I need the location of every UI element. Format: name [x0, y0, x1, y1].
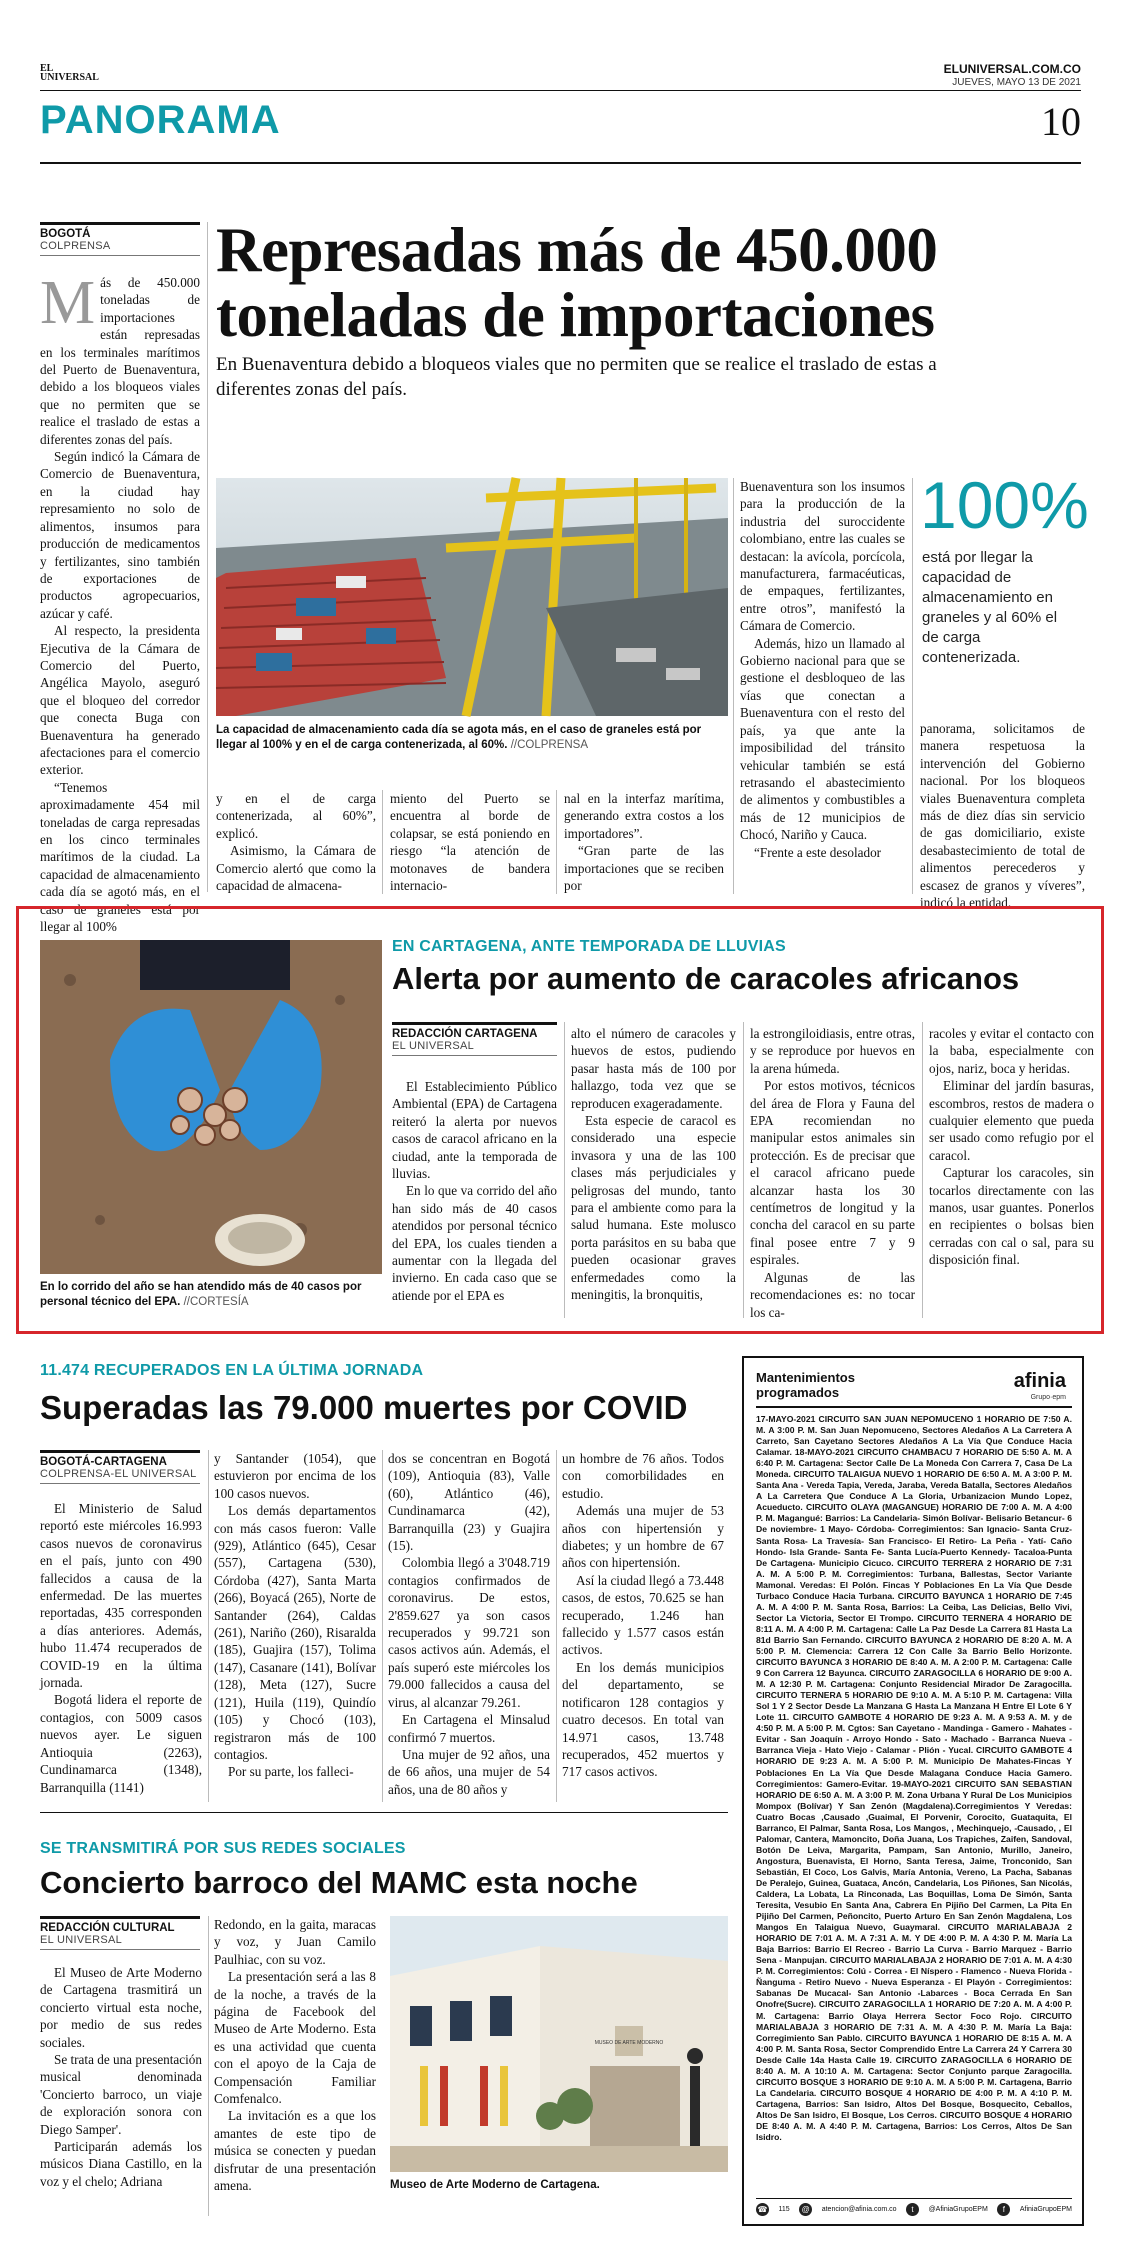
- story3-col2-p2: Los demás departamentos con más casos fueron: Valle (929), Atlántico (645), Cesar (557), Cartagena (530), Córdoba (427), Santa Marta (266), Boyacá (265), Norte de Santander (264), Caldas (261), Nariño (260), Risaralda (185), Guajira (157), Tolima (147), Casanare (141), Bolívar (128), Meta (127), Sucre (121), Huila (119), Quindío (105) y Chocó (103), registraron más de 100 contagios.: [214, 1503, 376, 1762]
- story1-col4-p1: nal en la interfaz marítima, generando extra costos a los importadores”.: [564, 791, 724, 841]
- story3-col3-p2: Colombia llegó a 3'048.719 contagios confirmados de coronavirus. De estos, 2'859.627 ya son casos recuperados y 99.721 son casos activos aún. Además, el país superó este miércoles los 79.000 fallecidos a causa del virus, al alcanzar 79.261.: [388, 1555, 550, 1710]
- story1-col6-p1: panorama, solicitamos de manera respetuosa la intervención del Gobierno nacional. Por los bloqueos viales Buenaventura completa más de diez días sin servicio de gas domiciliario, existe desabastecimiento de total de alimentos perecederos y escasez de granos y víveres”, indicó la entidad.: [920, 721, 1085, 911]
- story2-caption: [40, 1280, 380, 1310]
- story1-col5-p3: “Frente a este desolador: [754, 844, 882, 860]
- issue-date: JUEVES, MAYO 13 DE 2021: [952, 77, 1081, 88]
- story2-col3-p2: Por estos motivos, técnicos del área de Flora y Fauna del EPA recomiendan no manipular estos animales sin protección. Es de precisar que el caracol africano puede alcanzar hasta los 30 centímetros de longitud y la concha del caracol en su parte final posee entre 7 y 9 espirales.: [750, 1078, 915, 1268]
- story4-column-1: [40, 1964, 202, 2214]
- story2-column-3: [750, 1025, 915, 1320]
- story4-col2-p3: La invitación es a que los amantes de este tipo de música se conecten y puedan disfrutar de una presentación amena.: [214, 2108, 376, 2194]
- story3-column-4: [562, 1450, 724, 1802]
- story4-byline-name: REDACCIÓN CULTURAL: [40, 1916, 200, 1934]
- story3-headline: Superadas las 79.000 muertes por COVID: [40, 1389, 688, 1426]
- ad-footer-email: atencion@afinia.com.co: [821, 2206, 897, 2213]
- story2-caption-text: En lo corrido del año se han atendido más de 40 casos por personal técnico del EPA.: [40, 1281, 362, 1308]
- story1-caption-credit: //COLPRENSA: [510, 739, 589, 751]
- story1-byline: [40, 222, 200, 256]
- story2-kicker: EN CARTAGENA, ANTE TEMPORADA DE LLUVIAS: [392, 938, 786, 955]
- story2-headline: Alerta por aumento de caracoles africanos: [392, 961, 1020, 996]
- story2-byline-name: REDACCIÓN CARTAGENA: [392, 1022, 557, 1040]
- story3-col4-p4: En los demás municipios del departamento, se notificaron 128 contagios y cuatro decesos. En total van 14.971 casos, 13.748 recuperados, 452 muertos y 717 casos activos.: [562, 1659, 724, 1780]
- story1-col5-p1: Buenaventura son los insumos para la producción de la industria del suroccidente colombiano, entre las cuales se destacan: la avícola, porcícola, manufacturera, farmacéuticas, de empaques, fertilizantes, entre otros”, manifestó la Cámara de Comercio.: [740, 479, 905, 634]
- story1-dropcap: M: [40, 269, 96, 337]
- twitter-icon: t: [906, 2203, 919, 2216]
- story2-snail-photo: [40, 940, 382, 1274]
- story1-caption-text: La capacidad de almacenamiento cada día se agota más, en el caso de graneles está por llegar al 100% y en el de carga contenerizada, al 60%.: [216, 724, 702, 751]
- story4-col1-p2: Se trata de una presentación musical denominada 'Concierto barroco, un viaje de exploración sonora con Diego Samper'.: [40, 2052, 202, 2137]
- story1-port-photo: [216, 478, 728, 716]
- story4-kicker: SE TRANSMITIRÁ POR SUS REDES SOCIALES: [40, 1840, 406, 1857]
- story2-col1-p1: El Establecimiento Público Ambiental (EPA) de Cartagena reiteró la alerta por nuevos casos de caracol africano en la ciudad, ante la temporada de lluvias.: [392, 1079, 557, 1182]
- story1-col1-p3: Al respecto, la presidenta Ejecutiva de la Cámara de Comercio del Puerto, Angélica Mayolo, aseguró que el bloqueo del corredor que conecta Buga con Buenaventura ha generado afectaciones para el comercio exterior.: [40, 623, 200, 778]
- ad-footer-phone: 115: [778, 2206, 790, 2213]
- port-photo-graphic: [216, 478, 728, 716]
- story1-dateline: BOGOTÁ: [40, 222, 200, 240]
- story2-column-2: [571, 1025, 736, 1320]
- story3-col3-p4: Una mujer de 92 años, una de 66 años, una mujer de 54 años, una de 80 años y: [388, 1746, 550, 1797]
- facebook-icon: f: [997, 2203, 1010, 2216]
- logo-line-2: UNIVERSAL: [40, 72, 99, 83]
- story4-col2-p1: Redondo, en la gaita, maracas y voz, y Juan Camilo Paulhiac, con su voz.: [214, 1917, 376, 1967]
- story2-column-1: [392, 1078, 557, 1318]
- logo-line-1: EL: [40, 63, 54, 74]
- story1-column-4: [564, 790, 724, 894]
- snail-photo-graphic: [40, 940, 382, 1274]
- story4-headline: Concierto barroco del MAMC esta noche: [40, 1865, 638, 1900]
- story3-source: COLPRENSA-EL UNIVERSAL: [40, 1468, 200, 1484]
- story3-byline: [40, 1450, 200, 1484]
- story2-col4-p2: Eliminar del jardín basuras, escombros, restos de madera o cualquier elemento que pueda ser usado como refugio por el caracol.: [929, 1078, 1094, 1163]
- story2-col4-p3: Capturar los caracoles, sin tocarlos directamente con las manos, usar guantes. Ponerlos en recipientes o bolsas bien cerradas con cal o sal, para su disposición final.: [929, 1165, 1094, 1268]
- ad-footer: [756, 2198, 1072, 2216]
- story4-col1-p3: Participarán además los músicos Diana Castillo, en la voz y el chelo; Adriana: [40, 2139, 202, 2189]
- story1-column-5: [740, 478, 905, 894]
- story4-museum-photo: [390, 1916, 728, 2172]
- story2-col1-p2: En lo que va corrido del año han sido más de 40 casos atendidos por personal técnico del EPA, los cuales tienden a aumentar con la llegada del invierno. En cada caso que se atiende por el EPA es: [392, 1183, 557, 1303]
- museum-sign: MUSEO DE ARTE MODERNO: [594, 2040, 664, 2046]
- story1-col1-p1: ás de 450.000 toneladas de importaciones están represadas en los terminales marítimos del Puerto de Buenaventura, debido a los bloqueos viales que no permiten que se realice el traslado de estas a diferentes zonas del país.: [40, 275, 200, 447]
- story1-col2-p2: Asimismo, la Cámara de Comercio alertó que como la capacidad de almacena-: [216, 843, 376, 894]
- ad-footer-facebook: AfiniaGrupoEPM: [1019, 2206, 1072, 2213]
- ad-brand-logo: afinia: [1013, 1370, 1066, 1392]
- story1-stat-text: está por llegar la capacidad de almacenamiento en graneles y al 60% el de carga contenerizada.: [922, 549, 1058, 666]
- story1-column-6: [920, 720, 1085, 911]
- story3-col1-p2: Bogotá lidera el reporte de contagios, con 5009 casos nuevos ayer. Le siguen Antioquia (2263), Cundinamarca (1348), Barranquilla (1141): [40, 1692, 202, 1795]
- story3-col3-p1: dos se concentran en Bogotá (109), Antioquia (83), Valle (60), Atlántico (46), Cundinamarca (42), Barranquilla (23) y Guajira (15).: [388, 1451, 550, 1554]
- story1-agency: COLPRENSA: [40, 240, 200, 256]
- story1-headline: Represadas más de 450.000 toneladas de importaciones: [216, 215, 938, 350]
- phone-icon: ☎: [757, 2205, 768, 2214]
- ad-header: [756, 1370, 1072, 1408]
- story1-col4-p2: “Gran parte de las importaciones que se reciben por: [564, 843, 724, 894]
- afinia-ad: [742, 1356, 1084, 2226]
- story3-column-3: [388, 1450, 550, 1802]
- story2-col2-p2: Esta especie de caracol es considerado una especie invasora y una de las 100 clases más perjudiciales y peligrosas del mundo, tanto para el ambiente como para la salud humana. Este molusco porta parásitos en su baba que pueden ocasionar graves enfermedades como la meningitis, la bronquitis,: [571, 1113, 736, 1303]
- story1-col5-p2: Además, hizo un llamado al Gobierno nacional para que se gestione el desbloqueo de las vías que conectan a Buenaventura con el resto del país, ya que ante la imposibilidad del tránsito vehicular también se está retrasando el abastecimiento de alimentos y combustibles a más de 12 municipios de Chocó, Nariño y Cauca.: [740, 635, 905, 843]
- masthead-logo: [40, 64, 99, 82]
- ad-title-line1: Mantenimientos: [756, 1370, 855, 1385]
- story4-column-2: [214, 1916, 376, 2216]
- story3-kicker: 11.474 RECUPERADOS EN LA ÚLTIMA JORNADA: [40, 1362, 424, 1379]
- ad-notice-body: 17-MAYO-2021 CIRCUITO SAN JUAN NEPOMUCENO 1 HORARIO DE 7:50 A. M. A 3:00 P. M. San Juan Nepomuceno, Sectores Aledaños A La Carretera A Carreto, San Cayetano Sectores Aledaños A La Vía Que Conduce Hacia Calamar. 18-MAYO-2021 CIRCUITO CHAMBACU 7 HORARIO DE 5:50 A. M. A 6:40 P. M. Cartagena: Sector Calle De La Moneda Con Carrera 7, Casa De La Moneda. CIRCUITO TALAIGUA NUEVO 1 HORARIO DE 6:50 A. M. A 3:00 P. M. Santa Ana - Vereda Tapia, Vereda, Jaraba, Vereda Batalla, Sectores Aledaños A La Carretera Que Conduce A La Gloria, Urbanizacion Mundo Lopez, Acueducto. CIRCUITO OLAYA (MAGANGUE) HORARIO DE 7:00 A. M. A 4:00 P. M. Magangué: Barrios: La Candelaria- Simón Bolívar- Belisario Betancur- 6 De noviembre- 1 Mayo- Córdoba- Corregimientos: San Ignacio- Santa Cruz- Santa Rosa- La Travesía- San Francisco- El Retiro- La Peña - Yatí- Caño Hondo- Isla Grande- Santa Fe- Santa Lucía-Puerto Kennedy- Tacaloa-Punta De Cartagena- Municipio Cicuco. CIRCUITO TERRERA 2 HORARIO DE 7:31 A. M. A 5:00 P. M. Corregimientos: Turbana, Ballestas, Sector Variante Mamonal. Veredas: El Polón. Fincas Y Poblaciones En La Vía Que Desde Turbaco Conduce Hacia Turbana. CIRCUITO BAYUNCA 1 HORARIO DE 7:45 A. M. A 4:00 P. M. Santa Rosa, Barrios: La Ceiba, Las Delicias, Bello Vivi, Sector La Victoria, Sector El Trompo. CIRCUITO TERNERA 4 HORARIO DE 8:11 A. M. A 4:00 P. M. Cartagena: Calle La Paz Desde La Carrera 81 Hasta La 81d Barrio San Fernando. CIRCUITO BAYUNCA 2 HORARIO DE 8:20 A. M. A 5:00 P. M. Clemencia: Carrera 12 Con Calle 3a Barrio Bello Horizonte. CIRCUITO BAYUNCA 3 HORARIO DE 8:40 A. M. A 2:00 P. M. Cartagena: Calle 9 Con Carrera 12 Bayunca. CIRCUITO ZARAGOCILLA 6 HORARIO DE 9:00 A. M. A 12:30 P. M. Cartagena: Conjunto Residencial Mirador De Zaragocilla. CIRCUITO TERNERA 5 HORARIO DE 9:10 A. M. A 5:10 P. M. Cartagena: Villa Sol 1 Y 2 Sector Desde La Manzana G Hasta La Manzana H Entre El Lote 6 Y Lote 11. CIRCUITO GAMBOTE 4 HORARIO DE 9:23 A. M. A 9:53 A. M. y de 4:50 P. M. A 5:00 P. M. Cgtos: San Cayetano - Mandinga - Gamero - Mahates - Evitar - San Joaquín - Arroyo Hondo - Sato - Machado - Barranca Nueva - Barranca Vieja - Hato Viejo - Calamar - Plión - Yucal. CIRCUITO GAMBOTE 4 HORARIO DE 9:23 A. M. A 5:00 P. M. Municipio De Mahates-Fincas Y Poblaciones En La Vía Que Desde Malagana Conduce Hacia Gamero. Corregimientos: Gamero-Evitar. 19-MAYO-2021 CIRCUITO SAN SEBASTIAN HORARIO DE 6:50 A. M. A 3:00 P. M. Zona Urbana Y Rural De Los Municipios Mompox (Bolívar) Y San Zenón (Magdalena).Corregimientos Y Veredas: Cuatro Bocas ,Causado ,Guaimal, El Porvenir, Corocito, Guataquita, El Barranco, El Palmar, Santa Rosa, Los Mangos, , Mechinquejo, -Causado, , El Palomar, Cantera, Mamoncito, Doña Juana, Los Trapiches, Zaifen, Sandoval, Botón De Leiva, Margarita, Pampam, San Antonio, Murillo, Janeiro, Angostura, Buenavista, El Horno, Santa Teresa, Jaime, Tronconido, San Sebastián, El Coco, Los Galvis, María Antonia, Vereno, La Pacha, Sabanas De Peralejo, Guinea, Guataca, Ancón, Candelaria, Los Piñones, San Nicolás, Caldera, La Lobata, La Rinconada, Las Boquillas, Loma De Simón, Santa Teresita, Vesubio En Santa Ana, Cabrera En Pijiño Del Carmen, La Pita En Pijiño Del Carmen, Peñoncito, Puerto Arturo En San Zenón Magdalena, Los Mangos En Talaigua Nuevo, Guaymaral. CIRCUITO MARIALABAJA 2 HORARIO DE 7:01 A. M. A 7:31 A. M. Y DE 4:00 P. M. A 4:30 P. M. María La Baja Barrios: Barrio El Recreo - Barrio La Curva - Barrio Marquez - Barrio Sena - Manpujan. CIRCUITO MARIALABAJA 2 HORARIO DE 7:01 A. M. A 4:30 P. M. Corregimientos: Colú - Correa - El Níspero - Flamenco - Nueva Florida - Ñanguma - Retiro Nuevo - Nueva Esperanza - El Playón - Corregimientos: Sabanas De Mucacal- San Antonio -Labarces - Boca Cerrada En San Onofre(Sucre). CIRCUITO ZARAGOCILLA 1 HORARIO DE 7:20 A. M. A 4:00 P. M. Cartagena: Barrio Olaya Herrera Sector Foco Rojo. CIRCUITO MARIALABAJA 3 HORARIO DE 7:31 A. M. A 4:30 P. M. María La Baja: Corregimiento San Pablo. CIRCUITO BAYUNCA 1 HORARIO DE 8:15 A. M. A 4:00 P. M. Santa Rosa, Sector Comprendido Entre La Carrera 24 Y Carrera 30 Desde Calle 14a Hasta Calle 19. CIRCUITO ZARAGOCILLA 6 HORARIO DE 8:40 A. M. A 10:10 A. M. Cartagena: Sector Conjunto parque Zaragocilla. CIRCUITO BOSQUE 3 HORARIO DE 9:10 A. M. A 5:00 P. M. Cartagena, Barrio La Candelaria. CIRCUITO BOSQUE 4 HORARIO DE 4:00 P. M. A 4:10 P. M. Cartagena, Barrios: San Isidro, Altos Del Bosque, Bosquecito, Ceballos, Altos De San Isidro, El Bosque, Los Cerros. CIRCUITO BOSQUE 4 HORARIO DE 8:40 A. M. A 4:40 P. M. Cartagena, Barrios: Los Cerros, Altos De San Isidro.: [756, 1414, 1072, 2143]
- page-number: 10: [1041, 99, 1081, 144]
- section-title: PANORAMA: [40, 98, 281, 142]
- story3-byline-name: BOGOTÁ-CARTAGENA: [40, 1450, 200, 1468]
- story1-column-3: [390, 790, 550, 894]
- story1-stat-value: 100%: [920, 468, 1089, 542]
- story2-column-4: [929, 1025, 1094, 1320]
- story4-col2-p2: La presentación será a las 8 de la noche, a través de la página de Facebook del Museo de Arte Moderno. Esta es una actividad que cuenta con el apoyo de la Caja de Compensación Familiar Comfenalco.: [214, 1969, 376, 2107]
- story1-col2-p1: y en el de carga contenerizada, al 60%”, explicó.: [216, 791, 376, 841]
- ad-title-line2: programados: [756, 1385, 840, 1400]
- story3-col3-p3: En Cartagena el Minsalud confirmó 7 muertos.: [388, 1712, 550, 1745]
- story3-col2-p1: y Santander (1054), que estuvieron por encima de los 100 casos nuevos.: [214, 1451, 376, 1501]
- story4-col1-p1: El Museo de Arte Moderno de Cartagena trasmitirá un concierto virtual esta noche, por medio de sus redes sociales.: [40, 1965, 202, 2050]
- story4-byline: [40, 1916, 200, 1950]
- story3-col2-p3: Por su parte, los falleci-: [228, 1764, 354, 1780]
- story4-caption: Museo de Arte Moderno de Cartagena.: [390, 2179, 600, 2191]
- story1-col1-p2: Según indicó la Cámara de Comercio de Buenaventura, en la ciudad hay represamiento no solo de alimentos, insumos para producción de medicamentos y fertilizantes, sino también de exportaciones de productos agropecuarios, azúcar y café.: [40, 449, 200, 621]
- story1-column-1: [40, 269, 200, 935]
- ad-footer-twitter: @AfiniaGrupoEPM: [928, 2206, 988, 2213]
- story2-col3-p3: Algunas de las recomendaciones es: no tocar los ca-: [750, 1269, 915, 1320]
- story1-col3-p1: miento del Puerto se encuentra al borde de colapsar, se está poniendo en riesgo “la atención de motonaves de bandera internacio-: [390, 791, 550, 894]
- site-url: ELUNIVERSAL.COM.CO: [943, 62, 1081, 76]
- story2-col3-p1: la estrongiloidiasis, entre otras, y se reproduce por huevos en la arena húmeda.: [750, 1026, 915, 1076]
- email-icon: @: [799, 2203, 812, 2216]
- story2-source: EL UNIVERSAL: [392, 1040, 557, 1056]
- story3-col4-p2: Además una mujer de 53 años con hipertensión y diabetes; y un hombre de 67 años con hipertensión.: [562, 1503, 724, 1571]
- story2-caption-credit: //CORTESÍA: [183, 1296, 249, 1308]
- story2-byline: [392, 1022, 557, 1056]
- story3-col4-p3: Así la ciudad llegó a 73.448 casos, de estos, 70.625 se han recuperado, 1.246 han fallecido y 1.577 casos están activos.: [562, 1572, 724, 1658]
- story1-deck: En Buenaventura debido a bloqueos viales que no permiten que se realice el traslado de estas a diferentes zonas del país.: [216, 354, 937, 400]
- story4-source: EL UNIVERSAL: [40, 1934, 200, 1950]
- museum-photo-graphic: [390, 1916, 728, 2172]
- story2-col4-p1: racoles y evitar el contacto con la baba, especialmente con ojos, nariz, boca y heridas.: [929, 1026, 1094, 1076]
- story1-col1-p4: “Tenemos aproximadamente 454 mil toneladas de carga represadas en los cinco terminales marítimos de la ciudad. La capacidad de almacenamiento cada día se agotó más, en el caso de graneles está por llegar al 100%: [40, 779, 200, 935]
- story1-column-2: [216, 790, 376, 894]
- story3-column-2: [214, 1450, 376, 1802]
- story3-col1-p1: El Ministerio de Salud reportó este miércoles 16.993 casos nuevos de coronavirus en el país, junto con 490 fallecidos a causa de la enfermedad. De las muertes reportadas, 435 corresponden a días anteriores. Además, hubo 11.474 recuperados de COVID-19 en la última jornada.: [40, 1501, 202, 1691]
- story1-caption: [216, 723, 726, 753]
- ad-brand-sub: Grupo·epm: [1030, 1394, 1066, 1401]
- story3-column-1: [40, 1500, 202, 1802]
- story2-col2-p1: alto el número de caracoles y huevos de estos, pudiendo pasar hasta más de 100 por hallazgo, toda vez que se reproducen exageradamente.: [571, 1026, 736, 1111]
- story3-col4-p1: un hombre de 76 años. Todos con comorbilidades en estudio.: [562, 1451, 724, 1501]
